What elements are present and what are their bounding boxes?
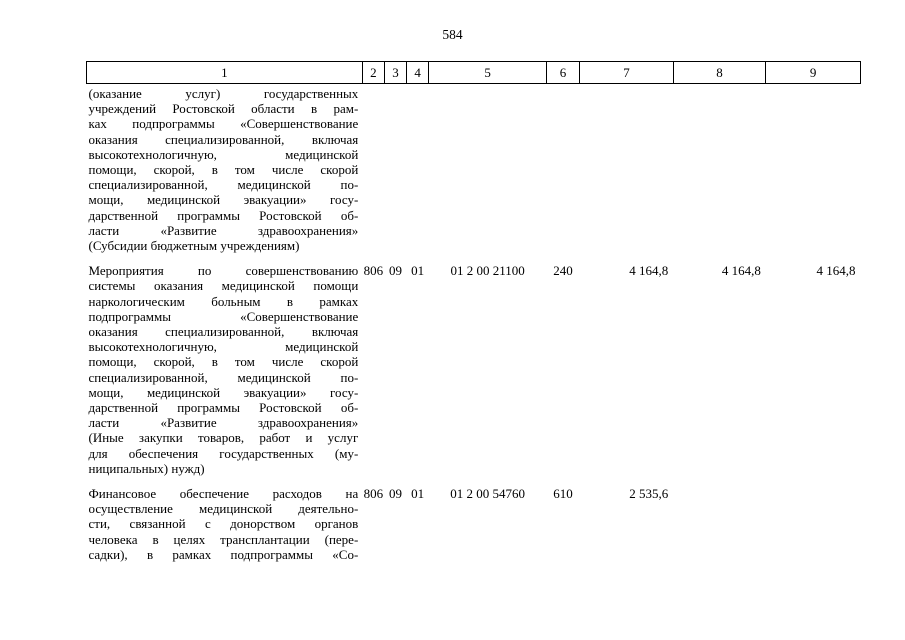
cell-target-code: 01 2 00 54760 xyxy=(450,486,525,502)
description-line: дарственной программы Ростовской об- xyxy=(88,400,359,416)
header-col-7: 7 xyxy=(580,62,674,84)
cell-amount-1 xyxy=(580,84,674,262)
description-line: дарственной программы Ростовской об- xyxy=(88,207,359,223)
cell-subsection: 01 xyxy=(411,263,425,279)
cell-amount-3: 4 164,8 xyxy=(816,263,856,279)
cell-section: 09 xyxy=(388,486,402,502)
description-line: помощи, скорой, в том числе скорой xyxy=(88,162,359,178)
description-line: специализированной, медицинской по- xyxy=(88,177,359,193)
cell-target-code: 01 2 00 21100 xyxy=(450,263,525,279)
cell-ministry: 806 xyxy=(363,486,384,502)
description-line: осуществление медицинской деятельно- xyxy=(88,501,359,517)
row-description xyxy=(87,261,363,484)
cell-ministry xyxy=(362,84,384,262)
cell-amount-1: 4 164,8 xyxy=(629,263,669,279)
cell-amount-2 xyxy=(673,84,766,262)
description-line: ках подпрограммы «Совершенствование xyxy=(88,116,359,132)
description-line: подпрограммы «Совершенствование xyxy=(88,308,359,324)
cell-amount-2: 4 164,8 xyxy=(721,263,761,279)
description-line: специализированной, медицинской по- xyxy=(88,369,359,385)
header-col-4: 4 xyxy=(407,62,429,84)
header-col-3: 3 xyxy=(384,62,406,84)
cell-target-code xyxy=(429,84,547,262)
header-col-5: 5 xyxy=(429,62,547,84)
table-row xyxy=(87,261,861,484)
cell-expense-type: 610 xyxy=(553,486,573,502)
cell-ministry: 806 xyxy=(363,263,384,279)
description-line: оказания специализированной, включая xyxy=(88,131,359,147)
header-row xyxy=(87,62,861,84)
description-line: (Субсидии бюджетным учреждениям) xyxy=(88,238,300,254)
cell-section: 09 xyxy=(388,263,402,279)
description-line: садки), в рамках подпрограммы «Со- xyxy=(88,546,359,562)
cell-expense-type: 240 xyxy=(553,263,573,279)
row-description xyxy=(87,484,363,570)
page-number: 584 xyxy=(442,27,463,42)
description-line: (Иные закупки товаров, работ и услуг xyxy=(88,430,359,446)
description-line: ласти «Развитие здравоохранения» xyxy=(88,222,359,238)
row-description xyxy=(87,84,363,262)
header-col-2: 2 xyxy=(362,62,384,84)
cell-section xyxy=(384,84,406,262)
description-line: высокотехнологичную, медицинской xyxy=(88,146,359,162)
description-line: сти, связанной с донорством органов xyxy=(88,516,359,532)
cell-amount-3 xyxy=(766,84,861,262)
header-col-9: 9 xyxy=(766,62,861,84)
budget-table xyxy=(86,61,861,570)
description-line: высокотехнологичную, медицинской xyxy=(88,339,359,355)
table-row xyxy=(87,84,861,262)
cell-subsection xyxy=(407,84,429,262)
cell-amount-2 xyxy=(673,484,766,570)
cell-amount-1: 2 535,6 xyxy=(629,486,669,502)
description-line: ласти «Развитие здравоохранения» xyxy=(88,415,359,431)
cell-amount-3 xyxy=(766,484,861,570)
description-line: помощи, скорой, в том числе скорой xyxy=(88,354,359,370)
description-line: для обеспечения государственных (му- xyxy=(88,445,359,461)
description-line: ниципальных) нужд) xyxy=(88,460,205,476)
cell-subsection: 01 xyxy=(411,486,425,502)
description-line: наркологическим больным в рамках xyxy=(88,293,359,309)
description-line: (оказание услуг) государственных xyxy=(88,86,359,101)
description-line: Финансовое обеспечение расходов на xyxy=(88,486,359,502)
header-col-1: 1 xyxy=(87,62,363,84)
header-col-8: 8 xyxy=(673,62,766,84)
cell-expense-type xyxy=(546,84,579,262)
description-line: оказания специализированной, включая xyxy=(88,324,359,340)
description-line: Мероприятия по совершенствованию xyxy=(88,263,359,279)
table-row xyxy=(87,484,861,570)
description-line: мощи, медицинской эвакуации» госу- xyxy=(88,192,359,208)
description-line: мощи, медицинской эвакуации» госу- xyxy=(88,384,359,400)
description-line: человека в целях трансплантации (пере- xyxy=(88,531,359,547)
description-line: системы оказания медицинской помощи xyxy=(88,278,359,294)
description-line: учреждений Ростовской области в рам- xyxy=(88,101,359,117)
header-col-6: 6 xyxy=(546,62,579,84)
